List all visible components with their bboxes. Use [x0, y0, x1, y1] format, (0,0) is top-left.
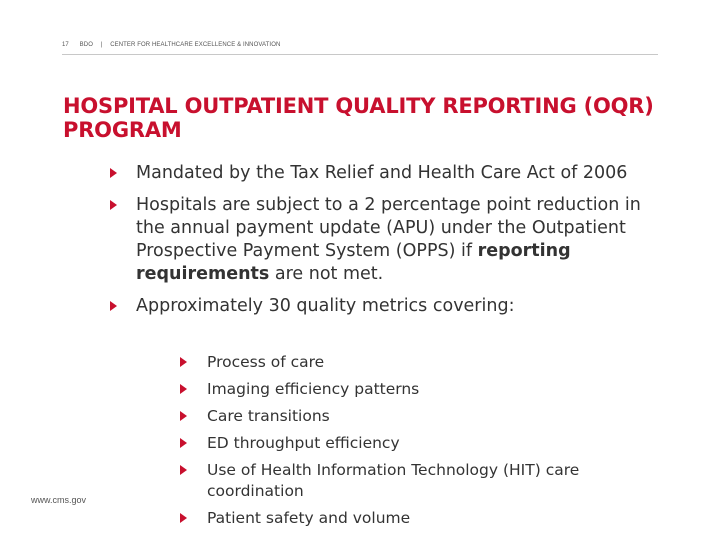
sub-bullet-text: Imaging efficiency patterns — [207, 380, 420, 398]
bullet-arrow-icon — [180, 513, 187, 523]
bullet-arrow-icon — [180, 465, 187, 475]
main-bullet-list — [110, 162, 670, 327]
bullet-arrow-icon — [180, 438, 187, 448]
sub-bullet-text: Use of Health Information Technology (HIT) care coordination — [207, 461, 580, 500]
header-separator: | — [100, 42, 103, 48]
bullet-text-part: are not met. — [269, 264, 384, 284]
bullet-text: Mandated by the Tax Relief and Health Care Act of 2006 — [136, 163, 628, 183]
slide-title: HOSPITAL OUTPATIENT QUALITY REPORTING (OQR) PROGRAM — [63, 94, 654, 142]
bullet-item — [110, 295, 670, 318]
sub-bullet-text: ED throughput efficiency — [207, 434, 400, 452]
bullet-text — [136, 194, 670, 286]
sub-bullet-text: Process of care — [207, 353, 325, 371]
bullet-arrow-icon — [180, 357, 187, 367]
center-name: CENTER FOR HEALTHCARE EXCELLENCE & INNOVATION — [110, 42, 281, 48]
source-footnote: www.cms.gov — [31, 495, 87, 505]
sub-bullet-item — [180, 352, 630, 373]
bullet-item — [110, 194, 670, 286]
org-name: BDO — [79, 42, 93, 48]
sub-bullet-item — [180, 406, 630, 427]
bullet-text: Approximately 30 quality metrics covering: — [136, 296, 515, 316]
bullet-text-emphasis: reporting requirements — [136, 241, 571, 284]
page-number: 17 — [62, 42, 69, 48]
bullet-text-part: Hospitals are subject to a 2 percentage point reduction in the annual payment update (APU) under the Outpatient Prospective Payment System (OPPS) if — [136, 195, 641, 261]
slide-header — [62, 42, 280, 48]
sub-bullet-item — [180, 508, 630, 529]
sub-bullet-list — [180, 352, 630, 535]
sub-bullet-text: Care transitions — [207, 407, 330, 425]
bullet-arrow-icon — [180, 411, 187, 421]
bullet-arrow-icon — [110, 200, 117, 210]
sub-bullet-item — [180, 433, 630, 454]
sub-bullet-item — [180, 460, 630, 502]
bullet-arrow-icon — [110, 168, 117, 178]
sub-bullet-text: Patient safety and volume — [207, 509, 411, 527]
sub-bullet-item — [180, 379, 630, 400]
bullet-arrow-icon — [180, 384, 187, 394]
header-divider — [62, 54, 658, 55]
bullet-arrow-icon — [110, 301, 117, 311]
bullet-item — [110, 162, 670, 185]
